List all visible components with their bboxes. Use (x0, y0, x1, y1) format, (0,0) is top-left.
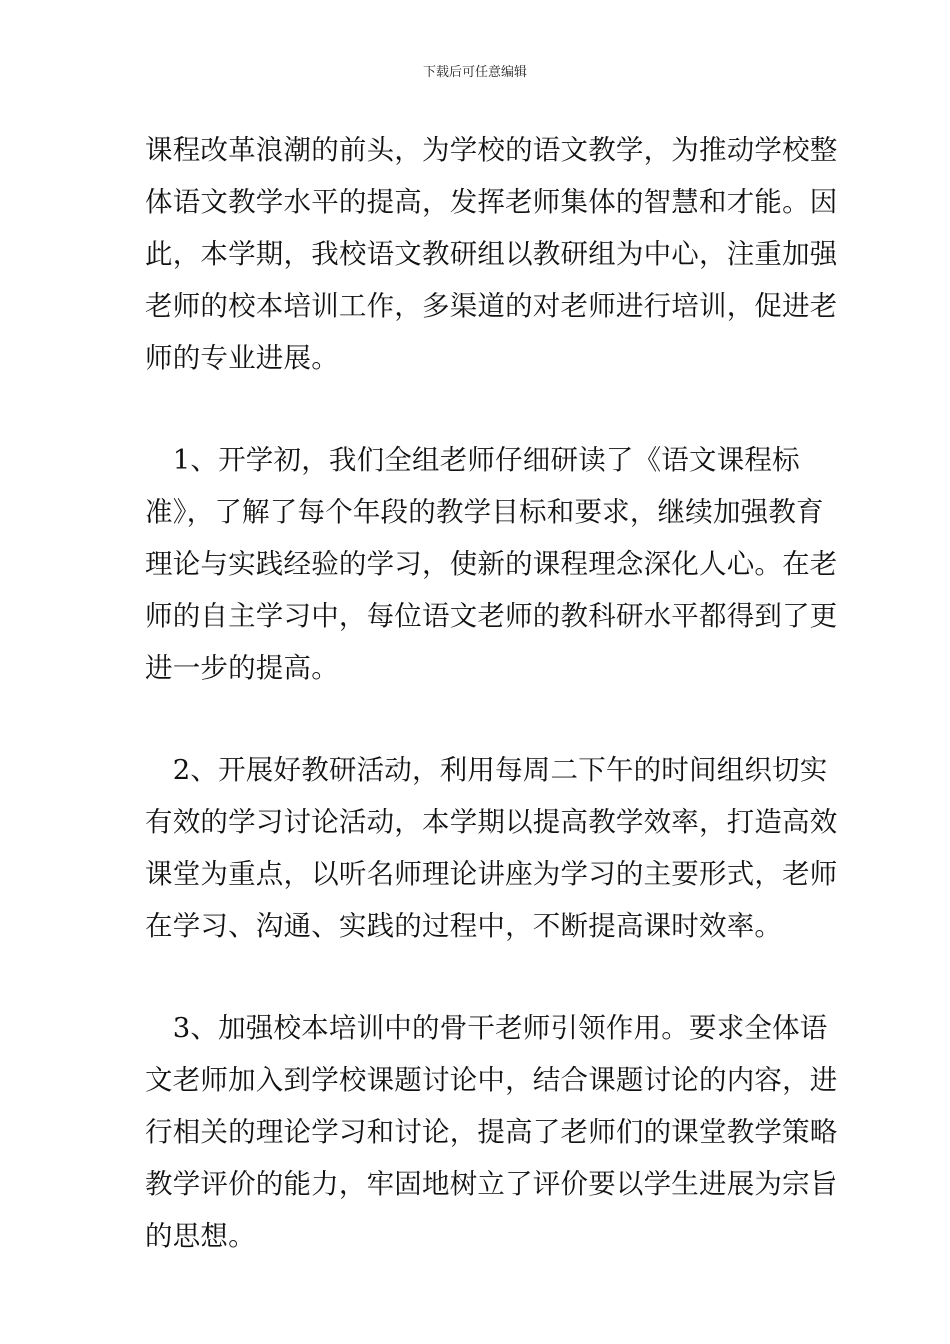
text-line: 准》，了解了每个年段的教学目标和要求，继续加强教育 (145, 496, 824, 528)
text-line: 教学评价的能力，牢固地树立了评价要以学生进展为宗旨 (145, 1168, 838, 1200)
text-line: 1、开学初，我们全组老师仔细研读了《语文课程标 (145, 444, 800, 476)
text-line: 师的自主学习中，每位语文老师的教科研水平都得到了更 (145, 600, 838, 632)
text-line: 文老师加入到学校课题讨论中，结合课题讨论的内容，进 (145, 1064, 838, 1096)
text-line: 行相关的理论学习和讨论，提高了老师们的课堂教学策略 (145, 1116, 838, 1148)
text-line: 的思想。 (145, 1220, 256, 1252)
text-line: 老师的校本培训工作，多渠道的对老师进行培训，促进老 (145, 290, 838, 322)
text-line: 师的专业进展。 (145, 342, 339, 374)
text-line: 课堂为重点，以听名师理论讲座为学习的主要形式，老师 (145, 858, 838, 890)
text-line: 进一步的提高。 (145, 652, 339, 684)
text-line: 体语文教学水平的提高，发挥老师集体的智慧和才能。因 (145, 186, 838, 218)
document-body (145, 124, 838, 1262)
paragraph-item-2 (145, 744, 838, 952)
text-line: 课程改革浪潮的前头，为学校的语文教学，为推动学校整 (145, 134, 838, 166)
page-header: 下载后可任意编辑 (422, 65, 527, 80)
paragraph-intro (145, 124, 838, 384)
text-line: 2、开展好教研活动，利用每周二下午的时间组织切实 (145, 754, 828, 786)
text-line: 此，本学期，我校语文教研组以教研组为中心，注重加强 (145, 238, 838, 270)
text-line: 3、加强校本培训中的骨干老师引领作用。要求全体语 (145, 1012, 828, 1044)
paragraph-item-3 (145, 1002, 838, 1262)
paragraph-item-1 (145, 434, 838, 694)
text-line: 在学习、沟通、实践的过程中，不断提高课时效率。 (145, 910, 783, 942)
text-line: 理论与实践经验的学习，使新的课程理念深化人心。在老 (145, 548, 838, 580)
text-line: 有效的学习讨论活动，本学期以提高教学效率，打造高效 (145, 806, 838, 838)
